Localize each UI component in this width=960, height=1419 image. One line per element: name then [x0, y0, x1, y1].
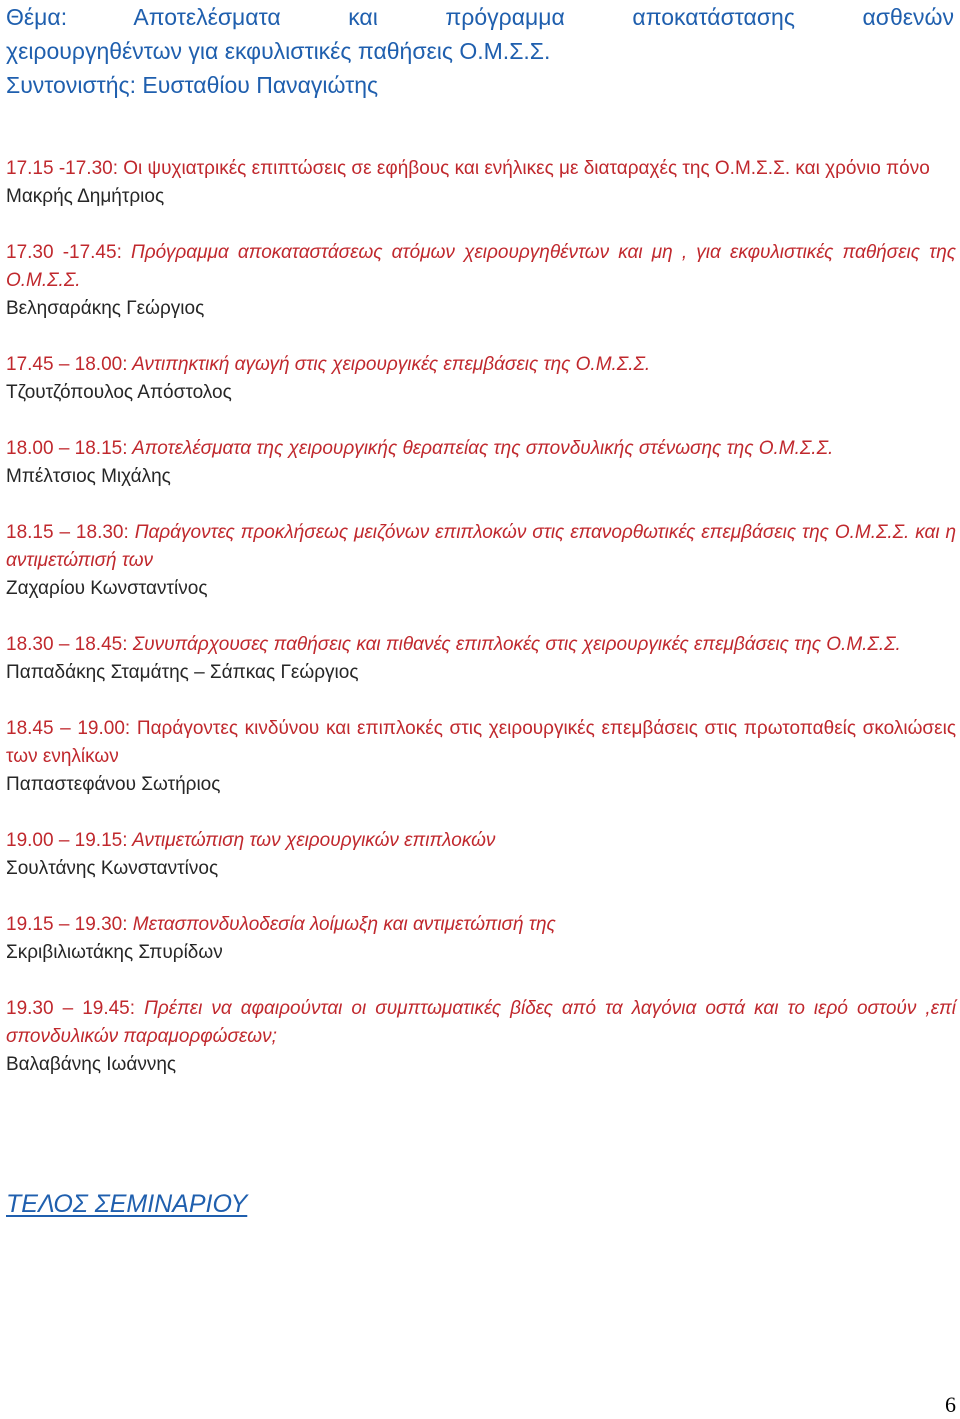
session-item	[6, 239, 956, 323]
session-title	[6, 827, 956, 855]
session-item	[6, 155, 956, 211]
seminar-header	[6, 0, 954, 102]
session-speaker: Τζουτζόπουλος Απόστολος	[6, 382, 232, 403]
session-list	[6, 155, 956, 1107]
session-time: 19.30 – 19.45:	[6, 998, 136, 1019]
session-time: 18.45 – 19.00:	[6, 718, 131, 739]
session-speaker: Σκριβιλιωτάκης Σπυρίδων	[6, 942, 223, 963]
session-item	[6, 715, 956, 799]
session-title-text: Παράγοντες κινδύνου και επιπλοκές στις χειρουργικές επεμβάσεις στις πρωτοπαθείς σκολιώσεις των ενηλίκων	[6, 718, 957, 767]
session-time: 17.15 -17.30:	[6, 158, 118, 179]
session-speaker: Βαλαβάνης Ιωάννης	[6, 1054, 177, 1075]
session-speaker: Ζαχαρίου Κωνσταντίνος	[6, 578, 208, 599]
session-title-text: Οι ψυχιατρικές επιπτώσεις σε εφήβους και ενήλικες με διαταραχές της Ο.Μ.Σ.Σ. και χρόνιο πόνο	[123, 158, 930, 179]
session-item	[6, 995, 956, 1079]
session-speaker: Σουλτάνης Κωνσταντίνος	[6, 858, 219, 879]
session-title-text: Αντιπηκτική αγωγή στις χειρουργικές επεμβάσεις της Ο.Μ.Σ.Σ.	[132, 354, 651, 375]
session-title-text: Παράγοντες προκλήσεως μειζόνων επιπλοκών στις επανορθωτικές επεμβάσεις της Ο.Μ.Σ.Σ. και η αντιμετώπισή των	[6, 522, 957, 571]
session-speaker: Μπέλτσιος Μιχάλης	[6, 466, 171, 487]
seminar-topic-line-1: Θέμα: Αποτελέσματα και πρόγραμμα αποκατάστασης ασθενών	[6, 4, 954, 30]
session-title	[6, 239, 956, 295]
session-title-text: Πρόγραμμα αποκαταστάσεως ατόμων χειρουργηθέντων και μη , για εκφυλιστικές παθήσεις της Ο.Μ.Σ.Σ.	[6, 242, 956, 291]
session-time: 19.15 – 19.30:	[6, 914, 128, 935]
seminar-topic-line-2: χειρουργηθέντων για εκφυλιστικές παθήσεις Ο.Μ.Σ.Σ.	[6, 38, 551, 64]
session-item	[6, 827, 956, 883]
session-speaker: Παπαστεφάνου Σωτήριος	[6, 774, 221, 795]
session-item	[6, 351, 956, 407]
seminar-end-text: ΤΕΛΟΣ ΣΕΜΙΝΑΡΙΟΥ	[6, 1190, 248, 1218]
session-speaker: Βελησαράκης Γεώργιος	[6, 298, 205, 319]
session-title	[6, 995, 956, 1051]
session-time: 19.00 – 19.15:	[6, 830, 128, 851]
session-time: 17.45 – 18.00:	[6, 354, 128, 375]
session-item	[6, 519, 956, 603]
session-title	[6, 911, 956, 939]
session-title-text: Συνυπάρχουσες παθήσεις και πιθανές επιπλοκές στις χειρουργικές επεμβάσεις της Ο.Μ.Σ.Σ.	[132, 634, 901, 655]
session-title	[6, 519, 956, 575]
session-time: 18.30 – 18.45:	[6, 634, 128, 655]
session-speaker: Μακρής Δημήτριος	[6, 186, 165, 207]
session-title-text: Μετασπονδυλοδεσία λοίμωξη και αντιμετώπισή της	[132, 914, 556, 935]
session-title	[6, 715, 956, 771]
session-title	[6, 351, 956, 379]
session-item	[6, 911, 956, 967]
session-title	[6, 155, 956, 183]
session-title-text: Αποτελέσματα της χειρουργικής θεραπείας της σπονδυλικής στένωσης της Ο.Μ.Σ.Σ.	[132, 438, 834, 459]
session-title	[6, 631, 956, 659]
session-item	[6, 631, 956, 687]
page-number: 6	[945, 1392, 956, 1417]
session-title-text: Πρέπει να αφαιρούνται οι συμπτωματικές βίδες από τα λαγόνια οστά και το ιερό οστούν ,επί σπονδυλικών παραμορφώσεων;	[6, 998, 956, 1047]
session-title	[6, 435, 956, 463]
session-time: 18.00 – 18.15:	[6, 438, 128, 459]
session-time: 18.15 – 18.30:	[6, 522, 129, 543]
session-item	[6, 435, 956, 491]
session-time: 17.30 -17.45:	[6, 242, 122, 263]
session-speaker: Παπαδάκης Σταμάτης – Σάπκας Γεώργιος	[6, 662, 359, 683]
seminar-coordinator: Συντονιστής: Ευσταθίου Παναγιώτης	[6, 72, 379, 98]
session-title-text: Αντιμετώπιση των χειρουργικών επιπλοκών	[132, 830, 496, 851]
